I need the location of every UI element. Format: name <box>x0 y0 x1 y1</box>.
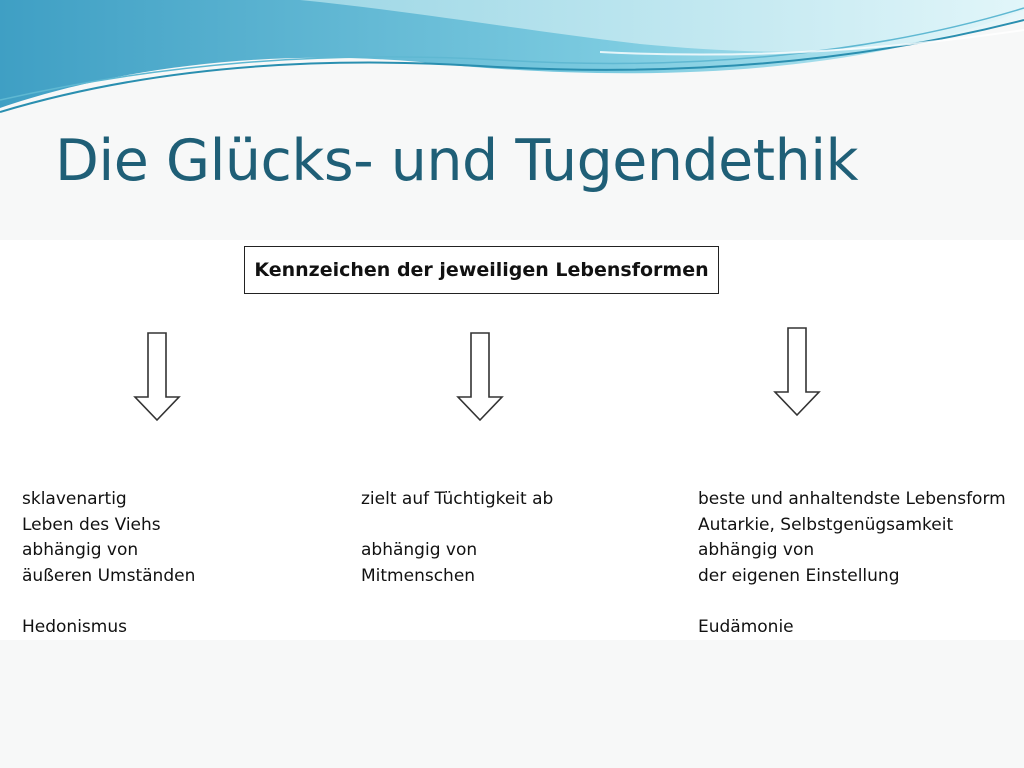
column-line: zielt auf Tüchtigkeit ab <box>361 489 554 509</box>
down-arrow-icon <box>133 331 181 423</box>
column-line <box>361 513 553 539</box>
column-line: Leben des Viehs <box>22 514 161 535</box>
column-line: sklavenartig <box>22 489 127 509</box>
column-line <box>361 615 553 641</box>
column-line: äußeren Umständen <box>22 565 196 586</box>
column-line: Mitmenschen <box>361 565 476 586</box>
column-line: Autarkie, Selbstgenügsamkeit <box>698 514 954 535</box>
column-line: abhängig von <box>361 540 478 561</box>
down-arrow-icon <box>773 326 821 418</box>
lifeform-column-1 <box>22 487 195 641</box>
column-line: abhängig von <box>698 540 815 561</box>
lifeform-column-2 <box>361 487 553 641</box>
column-line: abhängig von <box>22 540 139 561</box>
column-line: beste und anhaltendste Lebensform <box>698 489 1006 509</box>
column-line <box>698 589 1006 615</box>
column-line: Hedonismus <box>22 616 127 637</box>
slide-title: Die Glücks- und Tugendethik <box>55 128 859 194</box>
header-wave-decoration <box>0 0 1024 120</box>
lifeform-column-3 <box>698 487 1006 641</box>
column-line <box>361 589 553 615</box>
diagram-heading-box: Kennzeichen der jeweiligen Lebensformen <box>244 246 719 294</box>
down-arrow-icon <box>456 331 504 423</box>
column-line: Eudämonie <box>698 616 794 637</box>
column-line: der eigenen Einstellung <box>698 565 900 586</box>
column-line <box>22 589 195 615</box>
